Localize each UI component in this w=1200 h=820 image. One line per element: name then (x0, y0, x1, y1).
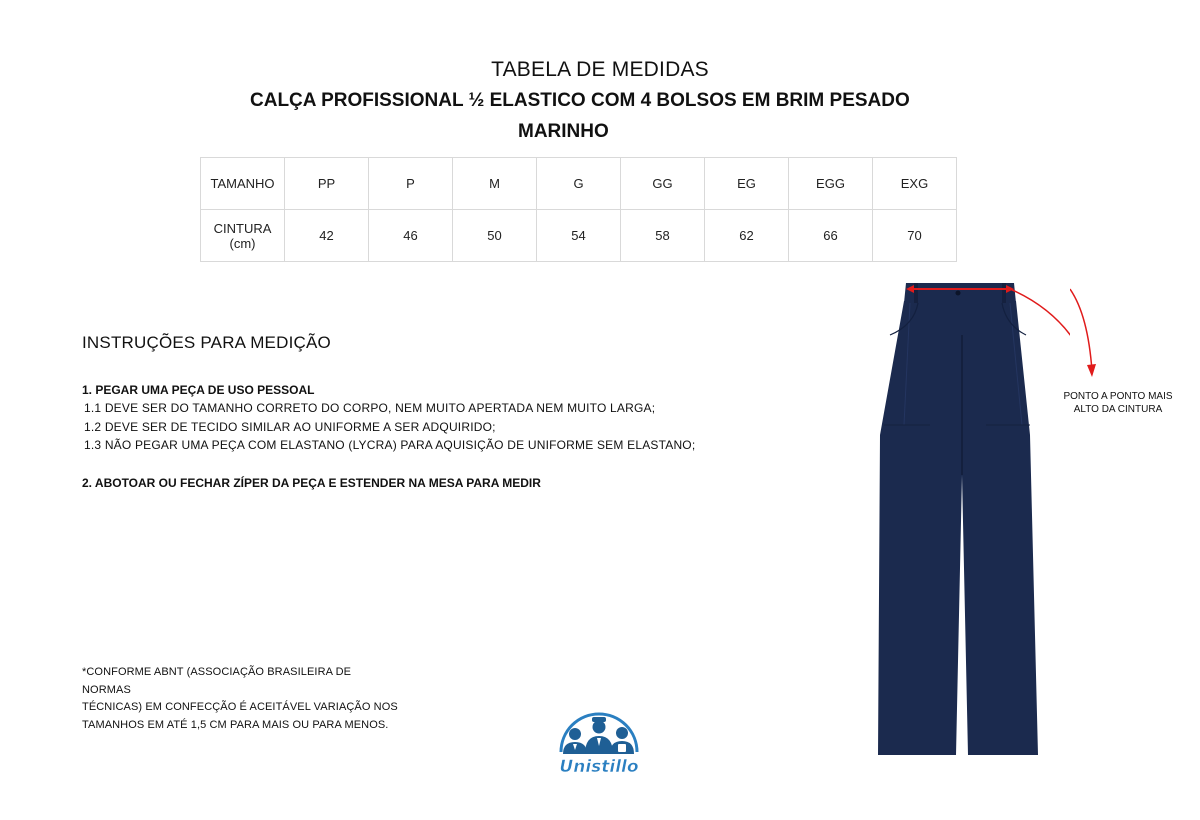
waist-cell: 70 (873, 210, 957, 262)
product-color: MARINHO (518, 121, 609, 142)
waist-row-label (201, 210, 285, 262)
size-cell: M (453, 158, 537, 210)
waist-unit: (cm) (229, 235, 256, 251)
size-cell: EGG (789, 158, 873, 210)
waist-label: CINTURA (213, 220, 272, 236)
size-header-label: TAMANHO (201, 158, 285, 210)
table-row (201, 210, 957, 262)
callout-arrowhead (1070, 275, 1100, 395)
size-cell: G (537, 158, 621, 210)
unistillo-logo (553, 700, 645, 780)
abnt-note (82, 664, 402, 734)
arrowhead-icon (1087, 364, 1096, 377)
page-title: TABELA DE MEDIDAS (491, 58, 709, 81)
logo-brand-text: Unistillo (559, 757, 639, 777)
instruction-step-1-1: 1.1 DEVE SER DO TAMANHO CORRETO DO CORPO, NEM MUITO APERTADA NEM MUITO LARGA; (84, 401, 656, 415)
waist-cell: 42 (285, 210, 369, 262)
size-cell: EG (705, 158, 789, 210)
note-line: *CONFORME ABNT (ASSOCIAÇÃO BRASILEIRA DE NORMAS (82, 666, 352, 696)
waist-cell: 46 (369, 210, 453, 262)
pants-icon (878, 283, 1038, 755)
waist-cell: 62 (705, 210, 789, 262)
instruction-step-2: 2. ABOTOAR OU FECHAR ZÍPER DA PEÇA E ESTENDER NA MESA PARA MEDIR (82, 476, 541, 490)
size-cell: PP (285, 158, 369, 210)
note-line: TAMANHOS EM ATÉ 1,5 CM PARA MAIS OU PARA MENOS. (82, 718, 389, 731)
waist-cell: 58 (621, 210, 705, 262)
product-name: CALÇA PROFISSIONAL ½ ELASTICO COM 4 BOLSOS EM BRIM PESADO (250, 90, 910, 111)
instructions-title: INSTRUÇÕES PARA MEDIÇÃO (82, 333, 331, 352)
size-table (200, 157, 957, 262)
waist-cell: 50 (453, 210, 537, 262)
table-row (201, 158, 957, 210)
size-cell: P (369, 158, 453, 210)
size-cell: GG (621, 158, 705, 210)
instruction-step-1-2: 1.2 DEVE SER DE TECIDO SIMILAR AO UNIFORME A SER ADQUIRIDO; (84, 420, 496, 434)
waist-cell: 54 (537, 210, 621, 262)
pants-illustration (870, 275, 1070, 765)
waist-callout (1058, 390, 1178, 416)
waist-cell: 66 (789, 210, 873, 262)
callout-line: ALTO DA CINTURA (1073, 404, 1163, 415)
instruction-step-1-3: 1.3 NÃO PEGAR UMA PEÇA COM ELASTANO (LYCRA) PARA AQUISIÇÃO DE UNIFORME SEM ELASTANO; (84, 438, 696, 452)
callout-line-icon (1070, 289, 1092, 371)
size-cell: EXG (873, 158, 957, 210)
instruction-step-1: 1. PEGAR UMA PEÇA DE USO PESSOAL (82, 383, 315, 397)
callout-line: PONTO A PONTO MAIS (1063, 391, 1173, 402)
note-line: TÉCNICAS) EM CONFECÇÃO É ACEITÁVEL VARIAÇÃO NOS (82, 701, 398, 713)
